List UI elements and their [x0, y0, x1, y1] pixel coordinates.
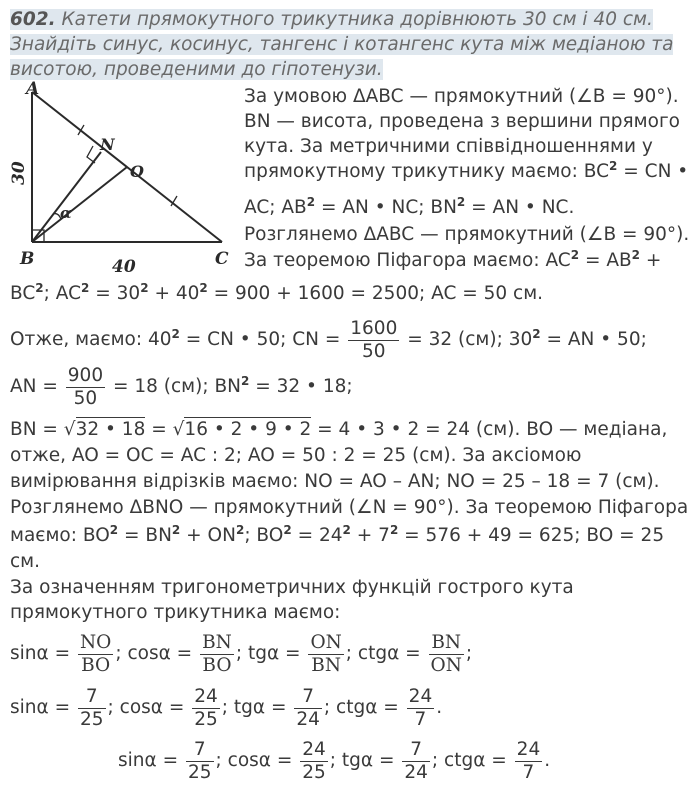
text-segment: = BN — [118, 525, 172, 546]
text-segment: BC — [10, 283, 36, 304]
solution-line-18: прямокутного трикутника маємо: — [10, 602, 341, 623]
text-segment: = AN • NC. — [465, 197, 575, 218]
superscript: 2 — [81, 281, 90, 295]
ctg-label: ; ctgα = — [323, 697, 399, 718]
fraction-numerator: ON — [310, 631, 342, 653]
ctg-label: ; ctgα = — [431, 750, 507, 771]
superscript: 2 — [283, 523, 292, 537]
text-segment: Отже, маємо: 40 — [10, 329, 172, 350]
ctg-fraction — [407, 686, 435, 731]
text-segment: AN = — [10, 376, 58, 397]
solution-line-16: см. — [10, 551, 41, 572]
fraction-numerator: NO — [79, 631, 112, 653]
text-segment: BN = √ — [10, 419, 76, 440]
superscript: 2 — [532, 327, 541, 341]
superscript: 2 — [171, 327, 180, 341]
cos-fraction — [200, 632, 234, 677]
cos-fraction — [192, 686, 220, 731]
tg-fraction — [402, 739, 430, 784]
label-b: B — [20, 249, 35, 269]
solution-line-15 — [10, 524, 664, 548]
formula-row-values — [10, 682, 442, 734]
triangle-figure — [0, 80, 240, 275]
fraction-numerator: 24 — [516, 738, 541, 760]
cos-label: ; cosα = — [215, 750, 293, 771]
solution-line-6: Розглянемо ΔABC — прямокутний (∠B = 90°). — [244, 224, 690, 245]
fraction-numerator: 7 — [78, 686, 106, 709]
text-segment: = 4 • 3 • 2 = 24 (см). BO — медіана, — [311, 419, 668, 440]
fraction-denominator: 25 — [194, 708, 218, 730]
median-bo — [32, 167, 127, 242]
fraction-numerator: 7 — [402, 739, 430, 762]
text-segment: = AN • NC; BN — [315, 197, 457, 218]
text-segment: = 900 + 1600 = 2500; AC = 50 см. — [207, 283, 544, 304]
fraction-numerator: 1600 — [350, 317, 398, 339]
label-side-ab: 30 — [9, 161, 29, 185]
superscript: 2 — [171, 523, 181, 537]
ctg-fraction — [515, 739, 543, 784]
text-segment: = AN • 50; — [540, 329, 647, 350]
ctg-label: ; ctgα = — [345, 643, 421, 664]
solution-line-13: вимірювання відрізків маємо: NO = AO – AN; NO = 25 – 18 = 7 (см). — [10, 471, 660, 492]
superscript: 2 — [389, 523, 399, 537]
punctuation: ; — [465, 643, 473, 664]
fraction-denominator: 50 — [73, 387, 98, 409]
fraction-an — [66, 365, 105, 410]
fraction-numerator: 900 — [67, 364, 104, 386]
superscript: 2 — [140, 281, 149, 295]
label-n: N — [100, 135, 115, 154]
label-o: O — [130, 162, 144, 181]
punctuation: . — [544, 750, 551, 771]
label-a: A — [26, 80, 40, 99]
sin-label: sinα = — [10, 643, 71, 664]
text-segment: + 40 — [148, 283, 200, 304]
text-segment: = 32 • 18; — [249, 376, 353, 397]
sin-fraction — [186, 739, 214, 784]
text-segment: прямокутному трикутнику маємо: BC — [244, 161, 610, 182]
text-segment: = 18 (см); BN — [107, 376, 241, 397]
superscript: 2 — [35, 281, 44, 295]
fraction-denominator: BN — [311, 654, 342, 676]
formula-row-definitions — [10, 628, 472, 680]
text-segment: = 24 — [291, 525, 343, 546]
tg-fraction — [308, 632, 343, 677]
fraction-numerator: 24 — [302, 738, 326, 760]
tg-label: ; tgα = — [235, 643, 301, 664]
solution-line-8 — [10, 282, 543, 306]
cos-label: ; cosα = — [107, 697, 185, 718]
superscript: 2 — [609, 159, 618, 173]
fraction-numerator: 24 — [408, 685, 433, 707]
sin-fraction — [78, 686, 106, 731]
cos-label: ; cosα = — [115, 643, 193, 664]
solution-line-14: Розглянемо ΔBNO — прямокутний (∠N = 90°). За теоремою Піфагора — [10, 497, 689, 518]
solution-line-11 — [10, 418, 667, 442]
label-c: C — [215, 249, 229, 269]
tg-label: ; tgα = — [221, 697, 287, 718]
superscript: 2 — [570, 248, 580, 262]
label-side-bc: 40 — [112, 257, 136, 275]
sin-fraction — [78, 632, 113, 677]
text-segment: = 30 — [89, 283, 141, 304]
superscript: 2 — [456, 195, 466, 209]
solution-line-1: За умовою ΔABC — прямокутний (∠B = 90°). — [244, 86, 679, 107]
label-alpha: α — [60, 204, 72, 222]
fraction-denominator: 25 — [302, 761, 326, 783]
fraction-numerator: BN — [429, 632, 464, 655]
fraction-denominator: 24 — [296, 708, 320, 730]
text-segment: + ON — [180, 525, 236, 546]
sqrt-radicand: 16 • 2 • 9 • 2 — [184, 419, 312, 440]
superscript: 2 — [306, 195, 316, 209]
solution-line-3: кута. За метричними співвідношеннями у — [244, 136, 653, 157]
superscript: 2 — [199, 281, 208, 295]
sqrt-radicand: 32 • 18 — [75, 419, 146, 440]
sin-label: sinα = — [10, 697, 71, 718]
superscript: 2 — [631, 248, 641, 262]
solution-line-4 — [244, 160, 688, 184]
fraction-numerator: 7 — [186, 739, 214, 762]
superscript: 2 — [109, 523, 119, 537]
punctuation: . — [436, 697, 443, 718]
fraction-denominator: ON — [430, 654, 462, 676]
superscript: 2 — [235, 523, 245, 537]
tg-fraction — [294, 686, 322, 731]
fraction-numerator: 7 — [294, 686, 322, 709]
problem-line-3 — [10, 58, 383, 82]
fraction-denominator: 7 — [414, 708, 427, 730]
fraction-denominator: 25 — [187, 761, 212, 783]
tg-label: ; tgα = — [329, 750, 395, 771]
sin-label: sinα = — [118, 750, 179, 771]
solution-line-5 — [244, 196, 574, 220]
problem-line-2 — [10, 33, 673, 57]
text-segment: = √ — [145, 419, 185, 440]
text-segment: = 576 + 49 = 625; BO = 25 — [398, 525, 665, 546]
fraction-denominator: 7 — [522, 761, 535, 783]
text-segment: + 7 — [350, 525, 390, 546]
problem-line-1 — [10, 8, 653, 32]
cos-fraction — [300, 739, 328, 784]
fraction-denominator: 24 — [404, 761, 428, 783]
text-segment: маємо: BO — [10, 525, 110, 546]
problem-text-2: Знайдіть синус, косинус, тангенс і котангенс кута між медіаною та — [10, 34, 674, 55]
solution-line-12: отже, AO = OC = AC : 2; AO = 50 : 2 = 25 (см). За аксіомою — [10, 445, 582, 466]
text-segment: ; BO — [244, 525, 284, 546]
solution-line-2: BN — висота, проведена з вершини прямого — [244, 111, 680, 132]
solution-line-7 — [244, 249, 661, 273]
solution-line-9 — [10, 315, 647, 365]
triangle-diagram — [0, 80, 240, 275]
problem-text-1: Катети прямокутного трикутника дорівнюють 30 см і 40 см. — [61, 9, 653, 30]
text-segment: AC; AB — [244, 197, 307, 218]
fraction-numerator: BN — [202, 631, 232, 653]
text-segment: = CN • 50; CN = — [179, 329, 341, 350]
fraction-denominator: 25 — [79, 708, 104, 730]
formula-row-answer — [118, 735, 550, 787]
fraction-cn — [348, 318, 399, 363]
solution-line-10 — [10, 362, 353, 412]
solution-line-17: За означенням тригонометричних функцій гострого кута — [10, 577, 574, 598]
problem-text-3: висотою, проведеними до гіпотенузи. — [10, 59, 383, 80]
text-segment: + — [640, 250, 662, 271]
text-segment: За теоремою Піфагора маємо: AC — [244, 250, 571, 271]
text-segment: = 32 (см); 30 — [401, 329, 533, 350]
superscript: 2 — [342, 523, 351, 537]
fraction-numerator: 24 — [194, 685, 218, 707]
fraction-denominator: 50 — [362, 340, 386, 362]
ctg-fraction — [429, 632, 464, 677]
text-segment: = CN • — [617, 161, 689, 182]
fraction-denominator: BO — [81, 654, 111, 676]
superscript: 2 — [240, 374, 250, 388]
text-segment: ; AC — [43, 283, 82, 304]
text-segment: = AB — [579, 250, 632, 271]
fraction-denominator: BO — [202, 654, 232, 676]
problem-number: 602. — [10, 9, 56, 30]
height-bn — [32, 152, 101, 242]
